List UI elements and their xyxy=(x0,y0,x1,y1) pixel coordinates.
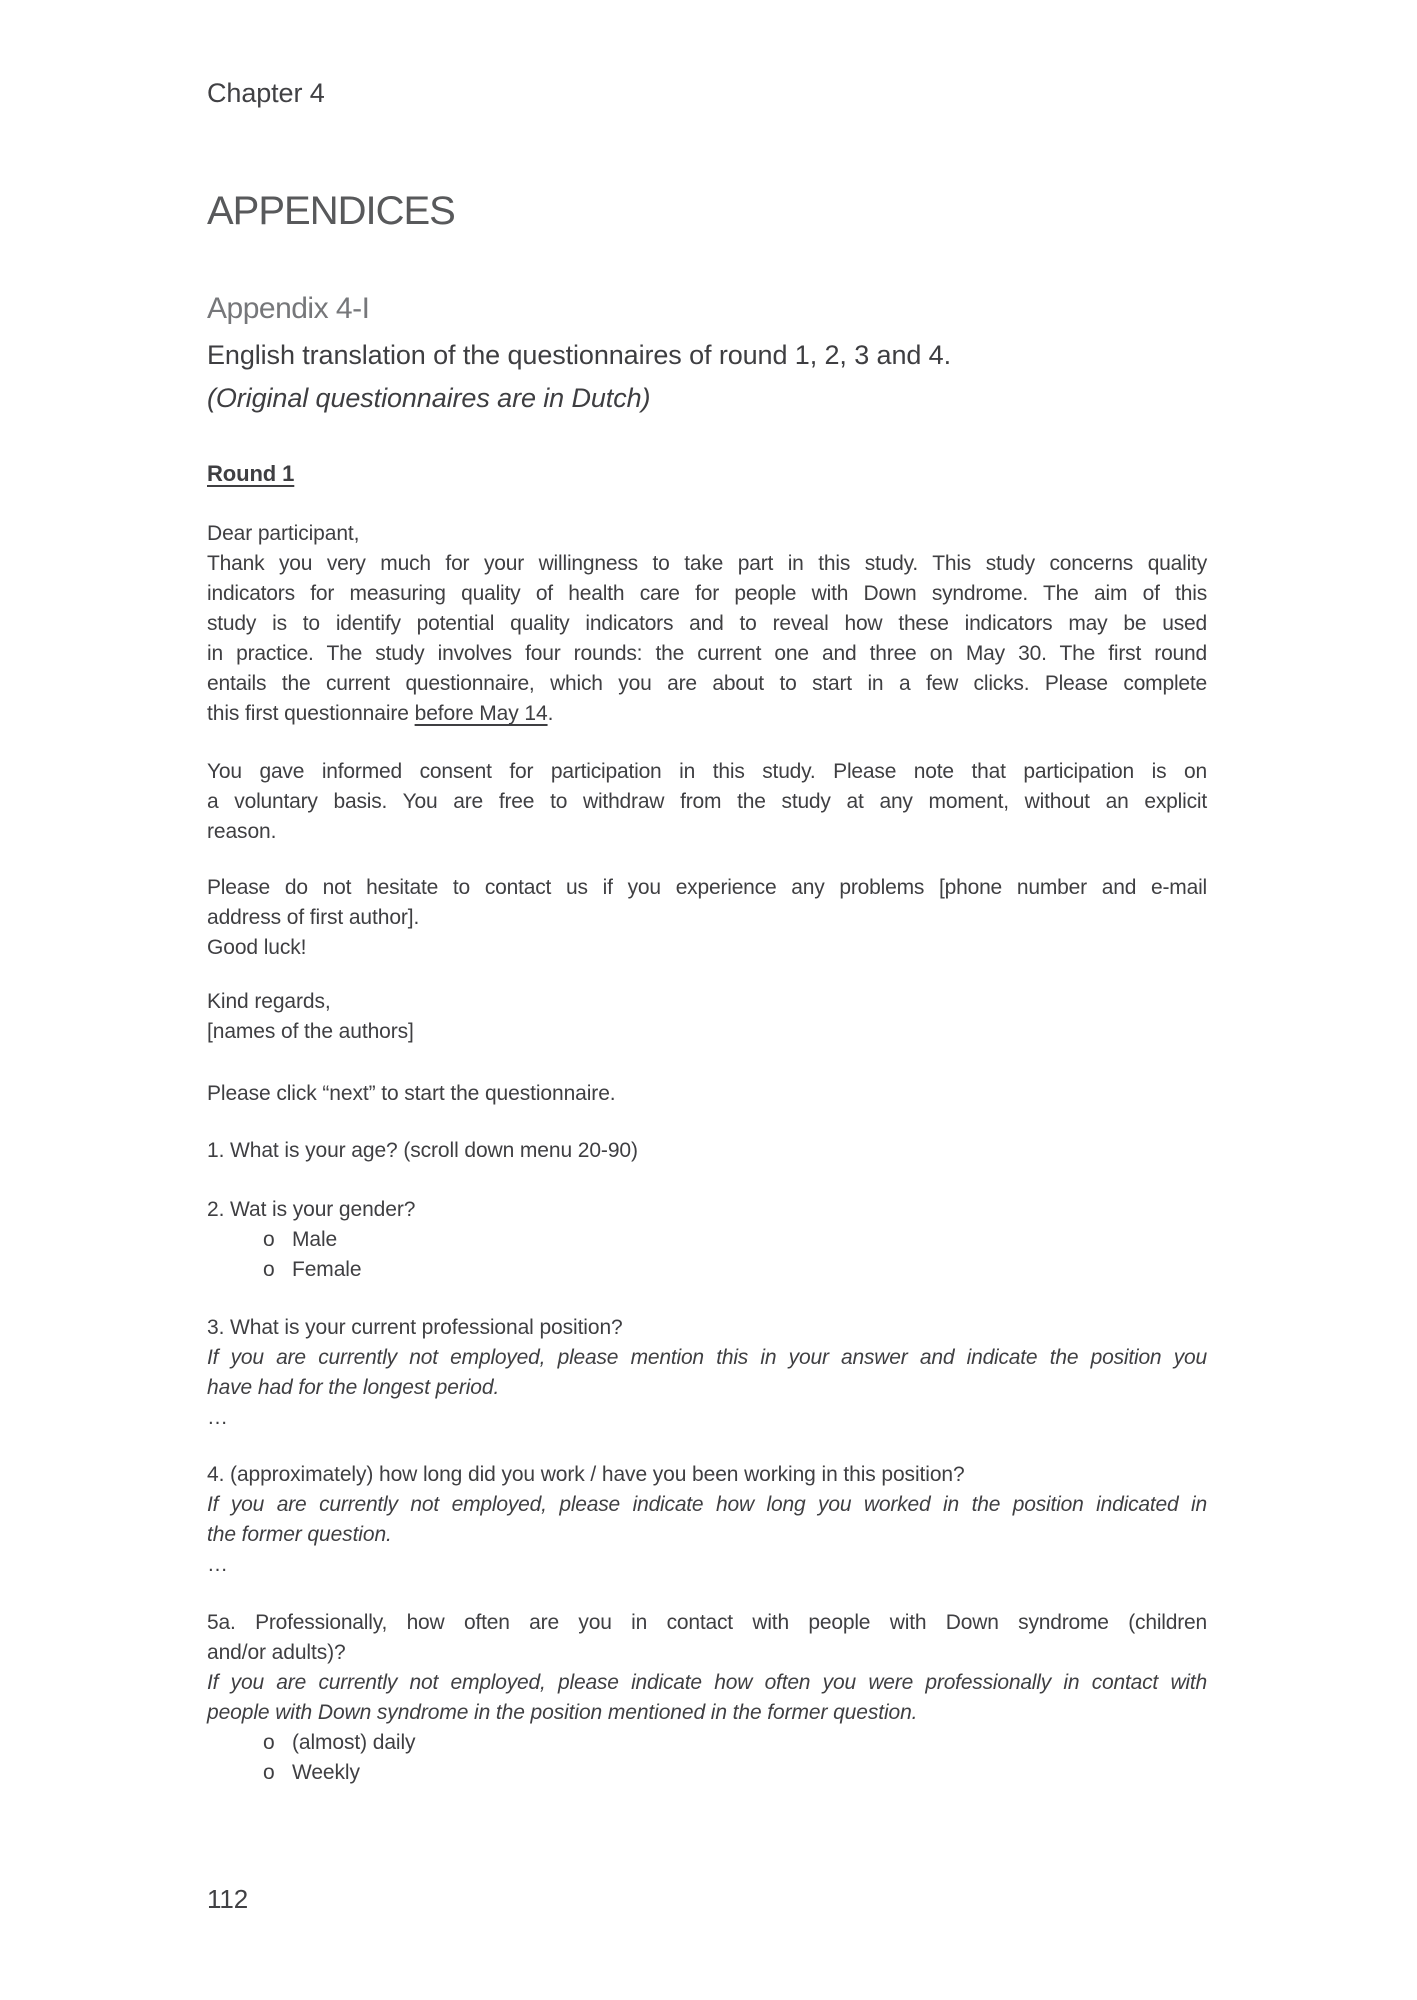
option-label: Male xyxy=(292,1228,338,1251)
page-title: APPENDICES xyxy=(207,189,455,233)
round-heading xyxy=(207,459,1207,489)
text-line: reason. xyxy=(207,820,277,843)
deadline-suffix: . xyxy=(547,702,554,725)
salutation-line: Dear participant, xyxy=(207,522,360,545)
deadline-line xyxy=(207,699,1207,729)
question-note-line: If you are currently not employed, please indicate how long you worked in the position indicated in xyxy=(207,1493,1207,1516)
start-instruction xyxy=(207,1079,1207,1109)
option-label: Weekly xyxy=(292,1761,360,1784)
text-line: indicators for measuring quality of health care for people with Down syndrome. The aim of this xyxy=(207,582,1207,605)
page-number: 112 xyxy=(207,1884,249,1914)
text-line: address of first author]. xyxy=(207,906,420,929)
round-heading-text: Round 1 xyxy=(207,461,295,486)
question-2 xyxy=(207,1195,1207,1285)
option-label: (almost) daily xyxy=(292,1731,416,1754)
question-5a xyxy=(207,1608,1207,1788)
question-note-line: have had for the longest period. xyxy=(207,1376,500,1399)
option-male xyxy=(207,1225,1207,1255)
question-label: 3. What is your current professional position? xyxy=(207,1316,623,1339)
appendix-heading: Appendix 4-I xyxy=(207,292,370,325)
appendix-subtitle-note: (Original questionnaires are in Dutch) xyxy=(207,383,651,413)
text-line: entails the current questionnaire, which you are about to start in a few clicks. Please complete xyxy=(207,672,1207,695)
intro-paragraph-2 xyxy=(207,757,1207,847)
question-label: and/or adults)? xyxy=(207,1641,346,1664)
radio-marker: o xyxy=(263,1761,275,1784)
appendix-subtitle: English translation of the questionnaires of round 1, 2, 3 and 4. xyxy=(207,340,952,370)
deadline-underlined: before May 14 xyxy=(414,702,548,725)
text-line: Kind regards, xyxy=(207,990,331,1013)
question-note-line: If you are currently not employed, please mention this in your answer and indicate the position you xyxy=(207,1346,1207,1369)
text-line: study is to identify potential quality indicators and to reveal how these indicators may be used xyxy=(207,612,1207,635)
question-note-line: the former question. xyxy=(207,1523,392,1546)
question-4 xyxy=(207,1460,1207,1580)
deadline-prefix: this first questionnaire xyxy=(207,702,415,725)
question-note-line: people with Down syndrome in the position mentioned in the former question. xyxy=(207,1701,918,1724)
intro-paragraph-3 xyxy=(207,873,1207,963)
text-line: in practice. The study involves four rounds: the current one and three on May 30. The first round xyxy=(207,642,1207,665)
option-weekly xyxy=(207,1758,1207,1788)
question-label: 2. Wat is your gender? xyxy=(207,1198,416,1221)
text-line: Please do not hesitate to contact us if you experience any problems [phone number and e-mail xyxy=(207,876,1207,899)
text-line: [names of the authors] xyxy=(207,1020,414,1043)
radio-marker: o xyxy=(263,1228,275,1251)
option-almost-daily xyxy=(207,1728,1207,1758)
intro-paragraph-1 xyxy=(207,519,1207,729)
signature-block xyxy=(207,987,1207,1047)
question-note-line: If you are currently not employed, please indicate how often you were professionally in contact with xyxy=(207,1671,1207,1694)
text-line: a voluntary basis. You are free to withdraw from the study at any moment, without an explicit xyxy=(207,790,1207,813)
question-label: 4. (approximately) how long did you work / have you been working in this position? xyxy=(207,1463,965,1486)
radio-marker: o xyxy=(263,1258,275,1281)
text-line: You gave informed consent for participation in this study. Please note that participation is on xyxy=(207,760,1207,783)
text-line: Thank you very much for your willingness to take part in this study. This study concerns quality xyxy=(207,552,1207,575)
text-line: Please click “next” to start the questionnaire. xyxy=(207,1082,616,1105)
radio-marker: o xyxy=(263,1731,275,1754)
question-label: 5a. Professionally, how often are you in contact with people with Down syndrome (children xyxy=(207,1611,1207,1634)
question-label: 1. What is your age? (scroll down menu 20-90) xyxy=(207,1139,638,1162)
text-line: Good luck! xyxy=(207,936,307,959)
question-1 xyxy=(207,1136,1207,1166)
question-3 xyxy=(207,1313,1207,1433)
chapter-label: Chapter 4 xyxy=(207,78,325,108)
option-female xyxy=(207,1255,1207,1285)
option-label: Female xyxy=(292,1258,362,1281)
open-answer-placeholder: … xyxy=(207,1406,231,1429)
open-answer-placeholder: … xyxy=(207,1553,231,1576)
